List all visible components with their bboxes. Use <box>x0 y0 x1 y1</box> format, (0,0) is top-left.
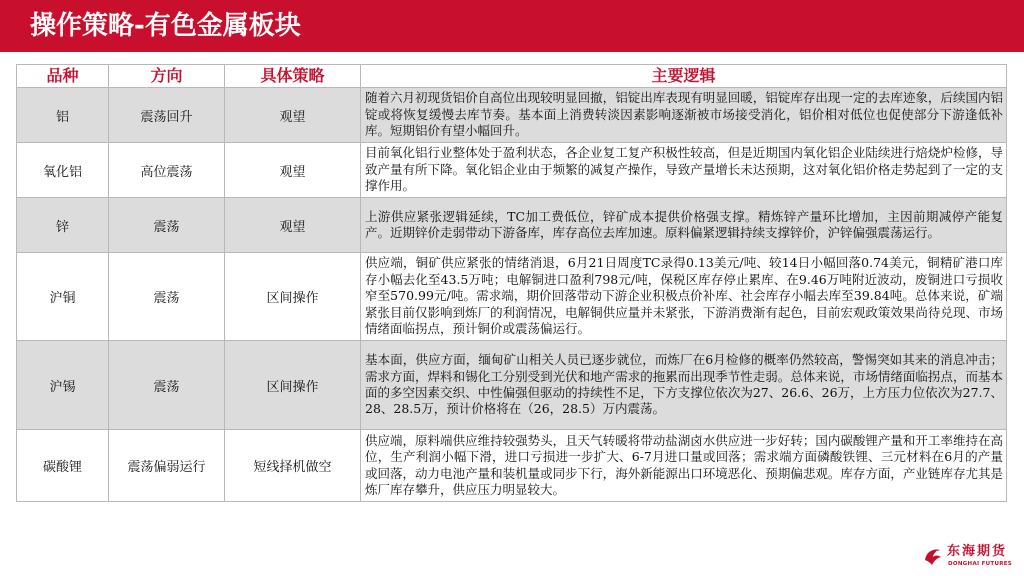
cell-variety: 锌 <box>17 198 109 253</box>
cell-direction: 震荡 <box>109 253 225 341</box>
cell-strategy: 区间操作 <box>225 341 361 430</box>
table-row <box>17 341 1007 430</box>
cell-variety: 沪锡 <box>17 341 109 430</box>
header-logic: 主要逻辑 <box>361 65 1007 88</box>
cell-variety: 铝 <box>17 88 109 143</box>
header-direction: 方向 <box>109 65 225 88</box>
cell-strategy: 观望 <box>225 198 361 253</box>
cell-logic: 供应端，铜矿供应紧张的情绪消退，6月21日周度TC录得0.13美元/吨、较14日小幅回落0.74美元，铜精矿港口库存小幅去化至43.5万吨；电解铜进口盈利798元/吨，保税区库存停止累库、在9.46万吨附近波动，废铜进口亏损收窄至570.99元/吨。需求端，期价回落带动下游企业积极点价补库、社会库存小幅去库至39.84吨。总体来说，矿端紧张目前仅影响到炼厂的利润情况，电解铜供应量并未紧张，下游消费渐有起色，目前宏观政策效果尚待兑现、市场情绪面临拐点，预计铜价或震荡偏运行。 <box>361 253 1007 341</box>
strategy-table <box>16 64 1007 502</box>
logo-name-cn: 东海期货 <box>947 544 1008 559</box>
table-header-row <box>17 65 1007 88</box>
table-row <box>17 143 1007 198</box>
cell-strategy: 观望 <box>225 143 361 198</box>
cell-direction: 高位震荡 <box>109 143 225 198</box>
company-logo <box>922 543 1022 573</box>
page-title: 操作策略-有色金属板块 <box>30 11 301 41</box>
cell-variety: 沪铜 <box>17 253 109 341</box>
dragon-logo-icon <box>922 545 944 567</box>
table-row <box>17 88 1007 143</box>
table-row <box>17 430 1007 502</box>
cell-strategy: 观望 <box>225 88 361 143</box>
cell-logic: 目前氧化铝行业整体处于盈利状态，各企业复工复产积极性较高，但是近期国内氧化铝企业陆续进行焙烧炉检修，导致产量有所下降。氧化铝企业由于频繁的减复产操作，导致产量增长未达预期，这对氧化铝价格走势起到了一定的支撑作用。 <box>361 143 1007 198</box>
cell-variety: 氧化铝 <box>17 143 109 198</box>
cell-logic: 供应端，原料端供应维持较强势头，且天气转暖将带动盐湖卤水供应进一步好转；国内碳酸锂产量和开工率维持在高位，生产利润小幅下滑，进口亏损进一步扩大、6-7月进口量或回落；需求端方面磷酸铁锂、三元材料在6月的产量或回落，动力电池产量和装机量或同步下行，海外新能源出口环境恶化、预期偏悲观。库存方面，产业链库存尤其是炼厂库存攀升，供应压力明显较大。 <box>361 430 1007 502</box>
table-row <box>17 253 1007 341</box>
cell-logic: 基本面，供应方面，缅甸矿山相关人员已逐步就位，而炼厂在6月检修的概率仍然较高，警惕突如其来的消息冲击；需求方面，焊料和锡化工分别受到光伏和地产需求的拖累而出现季节性走弱。总体来说，市场情绪面临拐点，而基本面的多空因素交织、中性偏强但驱动的持续性不足，下方支撑位依次为27、26.6、26万，上方压力位依次为27.7、28、28.5万，预计价格将在（26，28.5）万内震荡。 <box>361 341 1007 430</box>
header-strategy: 具体策略 <box>225 65 361 88</box>
header-variety: 品种 <box>17 65 109 88</box>
cell-variety: 碳酸锂 <box>17 430 109 502</box>
cell-direction: 震荡偏弱运行 <box>109 430 225 502</box>
cell-logic: 上游供应紧张逻辑延续，TC加工费低位，锌矿成本提供价格强支撑。精炼锌产量环比增加，主因前期减停产能复产。近期锌价走弱带动下游备库，库存高位去库加速。原料偏紧逻辑持续支撑锌价，沪锌偏强震荡运行。 <box>361 198 1007 253</box>
title-bar <box>0 0 1024 52</box>
logo-name-en: DONGHAI FUTURES <box>948 561 1013 567</box>
table-row <box>17 198 1007 253</box>
cell-direction: 震荡 <box>109 341 225 430</box>
cell-strategy: 区间操作 <box>225 253 361 341</box>
cell-strategy: 短线择机做空 <box>225 430 361 502</box>
cell-logic: 随着六月初现货铝价自高位出现较明显回撤，铝锭出库表现有明显回暖，铝锭库存出现一定的去库迹象，后续国内铝锭或将恢复缓慢去库节奏。基本面上消费转淡因素影响逐渐被市场接受消化，铝价相对低位也促使部分下游逢低补库。短期铝价有望小幅回升。 <box>361 88 1007 143</box>
cell-direction: 震荡 <box>109 198 225 253</box>
cell-direction: 震荡回升 <box>109 88 225 143</box>
